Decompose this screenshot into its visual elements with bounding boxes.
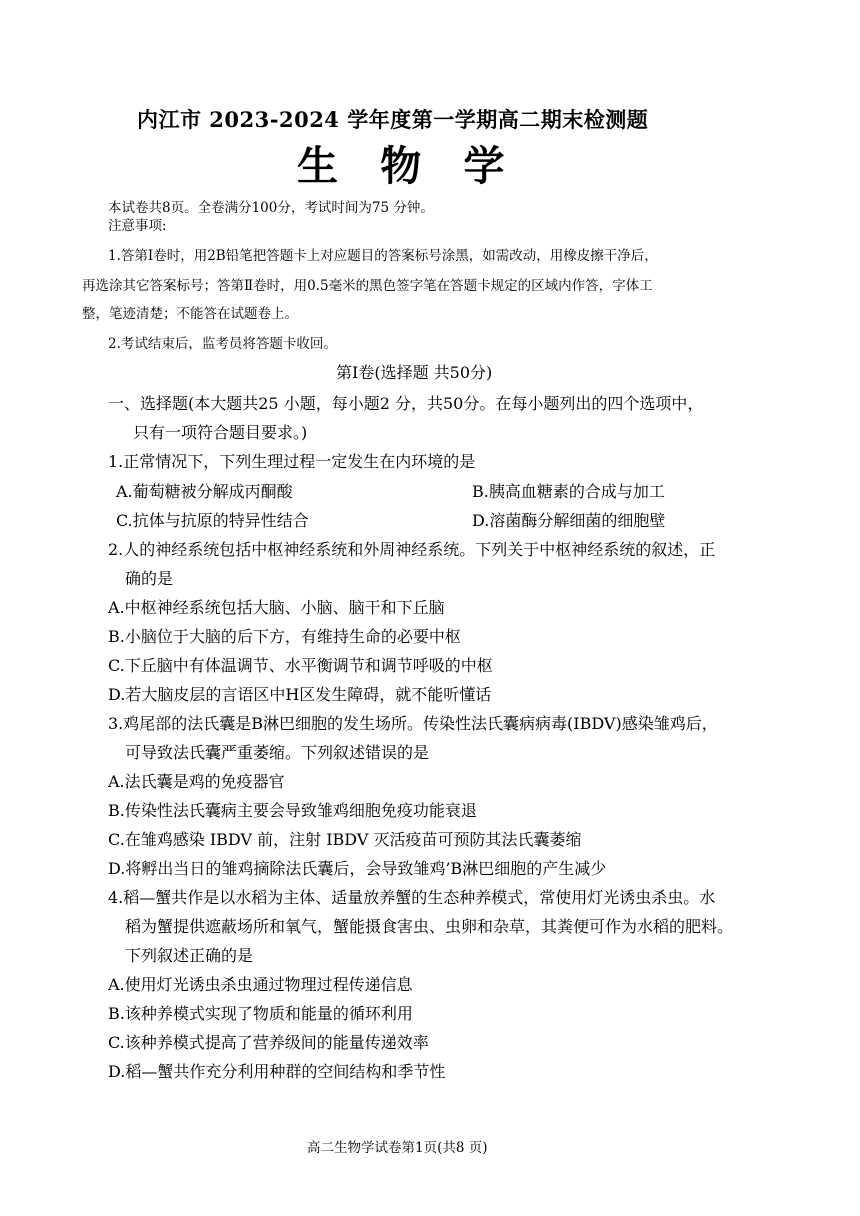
section-title: 第Ⅰ卷(选择题 共50分) <box>336 363 493 382</box>
question-3-stem-line-2: 可导致法氏囊严重萎缩。下列叙述错误的是 <box>125 743 430 762</box>
notes-heading: 注意事项: <box>108 218 167 234</box>
instructions-summary: 本试卷共8页。全卷满分100分，考试时间为75 分钟。 <box>108 200 434 216</box>
question-2-stem-line-1: 2.人的神经系统包括中枢神经系统和外周神经系统。下列关于中枢神经系统的叙述，正 <box>108 540 716 559</box>
note-1-line-1: 1.答第Ⅰ卷时，用2B铅笔把答题卡上对应题目的答案标号涂黑，如需改动，用橡皮擦干净后， <box>108 248 658 264</box>
question-3-stem-line-1: 3.鸡尾部的法氏囊是B淋巴细胞的发生场所。传染性法氏囊病病毒(IBDV)感染雏鸡后， <box>108 714 718 733</box>
subject-title: 生 物 学 <box>297 142 519 190</box>
question-2-option-b: B.小脑位于大脑的后下方，有维持生命的必要中枢 <box>108 627 461 646</box>
question-1-stem: 1.正常情况下，下列生理过程一定发生在内环境的是 <box>108 452 476 471</box>
question-1-option-d: D.溶菌酶分解细菌的细胞壁 <box>472 511 666 530</box>
question-3-option-c: C.在雏鸡感染 IBDV 前，注射 IBDV 灭活疫苗可预防其法氏囊萎缩 <box>108 830 582 849</box>
question-4-stem-line-2: 稻为蟹提供遮蔽场所和氧气，蟹能摄食害虫、虫卵和杂草，其粪便可作为水稻的肥料。 <box>125 917 734 936</box>
question-4-option-a: A.使用灯光诱虫杀虫通过物理过程传递信息 <box>108 975 413 994</box>
question-4-stem-line-3: 下列叙述正确的是 <box>125 946 254 965</box>
question-4-option-d: D.稻—蟹共作充分利用种群的空间结构和季节性 <box>108 1062 446 1081</box>
section-intro-line-1: 一、选择题(本大题共25 小题，每小题2 分，共50分。在每小题列出的四个选项中， <box>108 394 704 413</box>
question-4-option-b: B.该种养模式实现了物质和能量的循环利用 <box>108 1004 413 1023</box>
question-1-option-a: A.葡萄糖被分解成丙酮酸 <box>116 482 293 501</box>
note-1-line-3: 整，笔迹清楚；不能答在试题卷上。 <box>82 306 298 322</box>
note-2: 2.考试结束后，监考员将答题卡收回。 <box>108 336 337 352</box>
question-1-option-b: B.胰高血糖素的合成与加工 <box>472 482 665 501</box>
question-3-option-d: D.将孵出当日的雏鸡摘除法氏囊后，会导致雏鸡’B淋巴细胞的产生减少 <box>108 859 607 878</box>
page-footer: 高二生物学试卷第1页(共8 页) <box>307 1140 488 1156</box>
question-1-option-c: C.抗体与抗原的特异性结合 <box>116 511 309 530</box>
exam-title: 内江市 2023-2024 学年度第一学期高二期末检测题 <box>137 107 649 132</box>
question-4-stem-line-1: 4.稻—蟹共作是以水稻为主体、适量放养蟹的生态种养模式，常使用灯光诱虫杀虫。水 <box>108 888 716 907</box>
question-2-option-d: D.若大脑皮层的言语区中H区发生障碍，就不能听懂话 <box>108 685 492 704</box>
note-1-line-2: 再选涂其它答案标号；答第Ⅱ卷时，用0.5毫米的黑色签字笔在答题卡规定的区域内作答，字体工 <box>82 278 653 294</box>
section-intro-line-2: 只有一项符合题目要求。) <box>133 423 308 442</box>
question-4-option-c: C.该种养模式提高了营养级间的能量传递效率 <box>108 1033 429 1052</box>
question-2-option-c: C.下丘脑中有体温调节、水平衡调节和调节呼吸的中枢 <box>108 656 493 675</box>
question-3-option-b: B.传染性法氏囊病主要会导致雏鸡细胞免疫功能衰退 <box>108 801 477 820</box>
question-2-stem-line-2: 确的是 <box>125 569 174 588</box>
question-3-option-a: A.法氏囊是鸡的免疫器官 <box>108 772 285 791</box>
question-2-option-a: A.中枢神经系统包括大脑、小脑、脑干和下丘脑 <box>108 598 445 617</box>
